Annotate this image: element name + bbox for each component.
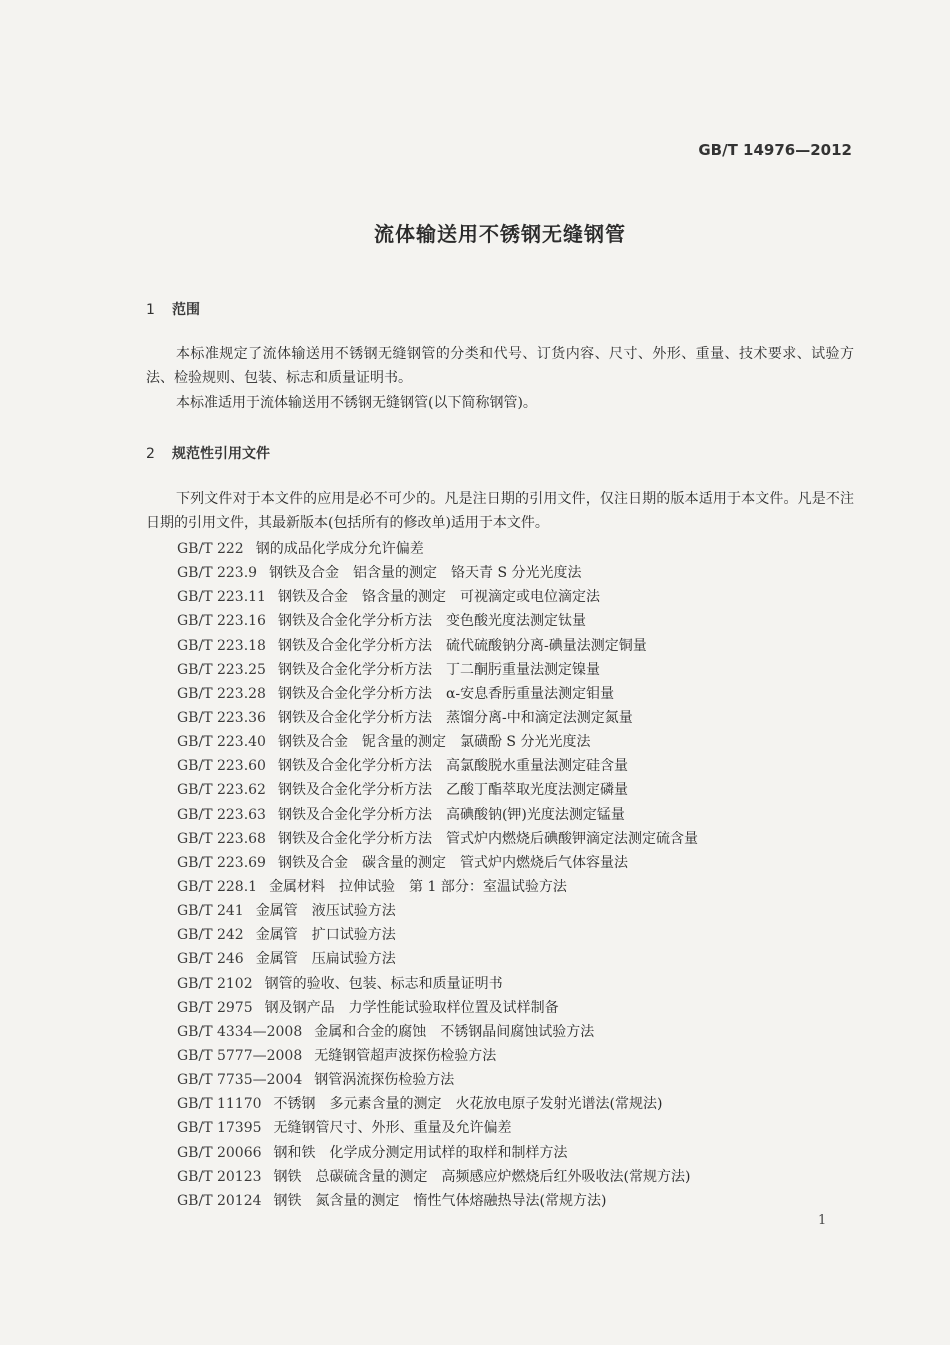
reference-code: GB/T 223.18 [177,637,266,654]
reference-item [177,1044,698,1068]
reference-item [177,827,698,851]
paragraph: 本标准规定了流体输送用不锈钢无缝钢管的分类和代号、订货内容、尺寸、外形、重量、技术要求、试验方法、检验规则、包装、标志和质量证明书。 [146,346,854,386]
reference-item [177,1116,698,1140]
reference-title: 钢的成品化学成分允许偏差 [255,541,424,557]
section-number: 2 [146,446,155,462]
reference-item [177,803,698,827]
reference-item [177,730,698,754]
reference-item [177,875,698,899]
reference-code: GB/T 223.68 [177,830,266,847]
reference-item [177,1189,698,1213]
reference-code: GB/T 223.62 [177,782,266,799]
reference-item [177,754,698,778]
reference-title: 钢铁及合金 铝含量的测定 铬天青 S 分光光度法 [269,565,582,582]
reference-code: GB/T 5777—2008 [177,1047,303,1064]
reference-code: GB/T 2102 [177,975,253,992]
reference-title: 钢铁 总碳硫含量的测定 高频感应炉燃烧后红外吸收法(常规方法) [273,1168,691,1185]
reference-title: 钢铁及合金化学分析方法 蒸馏分离-中和滴定法测定氮量 [277,709,633,726]
reference-code: GB/T 242 [177,927,244,944]
document-title: 流体输送用不锈钢无缝钢管 [374,222,626,246]
reference-title: 钢铁及合金化学分析方法 硫代硫酸钠分离-碘量法测定铜量 [277,637,647,654]
reference-title: 金属和合金的腐蚀 不锈钢晶间腐蚀试验方法 [314,1023,595,1040]
reference-item [177,658,698,682]
reference-code: GB/T 223.25 [177,661,266,678]
reference-item [177,899,698,923]
reference-code: GB/T 223.69 [177,854,266,871]
reference-item [177,851,698,875]
reference-item [177,923,698,947]
paragraph: 本标准适用于流体输送用不锈钢无缝钢管(以下简称钢管)。 [176,395,537,411]
section-number: 1 [146,302,155,318]
reference-item [177,996,698,1020]
reference-code: GB/T 223.9 [177,565,258,582]
reference-item [177,706,698,730]
standard-code: GB/T 14976—2012 [698,141,852,159]
reference-title: 钢和铁 化学成分测定用试样的取样和制样方法 [273,1144,568,1161]
reference-item [177,682,698,706]
section-title: 范围 [172,302,200,318]
reference-item [177,1020,698,1044]
reference-code: GB/T 4334—2008 [177,1023,303,1040]
reference-title: 钢铁 氮含量的测定 惰性气体熔融热导法(常规方法) [273,1192,607,1209]
reference-code: GB/T 20066 [177,1144,262,1161]
reference-title: 无缝钢管超声波探伤检验方法 [314,1047,497,1064]
reference-title: 钢铁及合金化学分析方法 高碘酸钠(钾)光度法测定锰量 [277,806,625,823]
reference-code: GB/T 20124 [177,1192,262,1209]
reference-title: 钢及钢产品 力学性能试验取样位置及试样制备 [264,999,559,1016]
reference-item [177,609,698,633]
reference-code: GB/T 223.16 [177,613,266,630]
reference-title: 钢铁及合金化学分析方法 管式炉内燃烧后碘酸钾滴定法测定硫含量 [277,830,698,847]
reference-item [177,585,698,609]
reference-title: 无缝钢管尺寸、外形、重量及允许偏差 [273,1120,512,1137]
reference-code: GB/T 223.36 [177,709,266,726]
reference-item [177,778,698,802]
reference-title: 钢铁及合金化学分析方法 高氯酸脱水重量法测定硅含量 [277,758,628,775]
section-title: 规范性引用文件 [172,446,270,462]
page-number: 1 [818,1213,827,1228]
reference-item [177,1092,698,1116]
reference-code: GB/T 222 [177,541,244,557]
reference-code: GB/T 241 [177,903,244,920]
reference-title: 钢铁及合金 铬含量的测定 可视滴定或电位滴定法 [277,589,600,606]
reference-title: 钢铁及合金化学分析方法 变色酸光度法测定钛量 [277,613,586,630]
reference-code: GB/T 223.28 [177,685,266,702]
section-1-heading [146,299,200,319]
reference-item [177,1141,698,1165]
reference-title: 金属材料 拉伸试验 第 1 部分：室温试验方法 [269,878,567,895]
reference-item [177,947,698,971]
reference-title: 钢铁及合金化学分析方法 丁二酮肟重量法测定镍量 [277,661,600,678]
reference-item [177,1165,698,1189]
reference-title: 金属管 扩口试验方法 [255,927,396,944]
reference-title: 钢铁及合金 碳含量的测定 管式炉内燃烧后气体容量法 [277,854,628,871]
reference-code: GB/T 228.1 [177,878,258,895]
reference-item [177,972,698,996]
paragraph: 下列文件对于本文件的应用是必不可少的。凡是注日期的引用文件，仅注日期的版本适用于本文件。凡是不注日期的引用文件，其最新版本(包括所有的修改单)适用于本文件。 [146,491,854,531]
reference-title: 金属管 压扁试验方法 [255,951,396,968]
reference-title: 钢铁及合金化学分析方法 α-安息香肟重量法测定钼量 [277,685,615,702]
reference-title: 不锈钢 多元素含量的测定 火花放电原子发射光谱法(常规法) [273,1096,663,1113]
reference-title: 金属管 液压试验方法 [255,903,396,920]
reference-code: GB/T 2975 [177,999,253,1016]
reference-code: GB/T 223.40 [177,734,266,751]
reference-code: GB/T 17395 [177,1120,262,1137]
reference-item [177,537,698,561]
reference-list [177,537,698,1213]
reference-code: GB/T 246 [177,951,244,968]
reference-title: 钢铁及合金 铌含量的测定 氯磺酚 S 分光光度法 [277,734,591,751]
reference-code: GB/T 20123 [177,1168,262,1185]
reference-code: GB/T 223.60 [177,758,266,775]
reference-title: 钢管涡流探伤检验方法 [314,1072,455,1089]
reference-item [177,1068,698,1092]
reference-title: 钢管的验收、包装、标志和质量证明书 [264,975,503,992]
reference-code: GB/T 11170 [177,1096,262,1113]
reference-code: GB/T 7735—2004 [177,1072,303,1089]
reference-item [177,634,698,658]
reference-code: GB/T 223.63 [177,806,266,823]
reference-title: 钢铁及合金化学分析方法 乙酸丁酯萃取光度法测定磷量 [277,782,628,799]
reference-code: GB/T 223.11 [177,589,266,606]
section-2-heading [146,443,270,463]
reference-item [177,561,698,585]
